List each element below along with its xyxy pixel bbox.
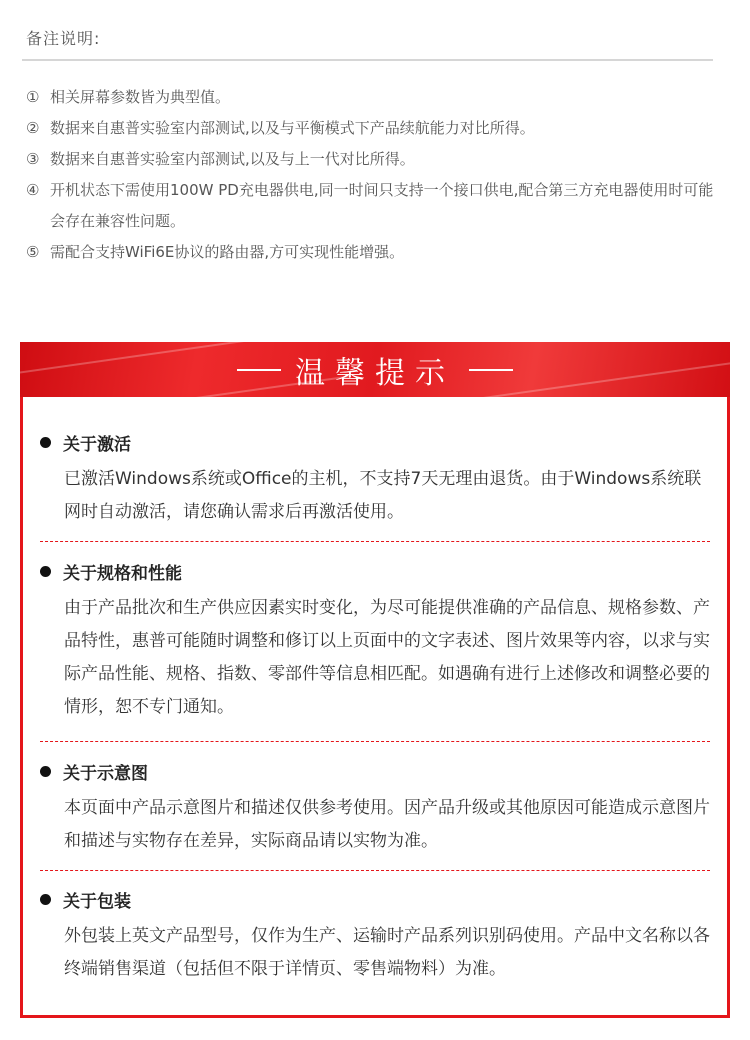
tips-title-text: 温馨提示 (295, 355, 455, 391)
section-heading (40, 558, 720, 584)
section-heading-text: 关于示意图 (63, 763, 148, 784)
section-heading-text: 关于规格和性能 (63, 563, 182, 584)
dashed-separator (40, 870, 710, 871)
section-heading (40, 758, 720, 784)
tips-section-specs (40, 558, 720, 724)
section-body: 外包装上英文产品型号，仅作为生产、运输时产品系列识别码使用。产品中文名称以各终端销售渠道（包括但不限于详情页、零售端物料）为准。 (64, 926, 710, 979)
dashed-separator (40, 541, 710, 542)
note-item (26, 237, 726, 268)
note-text: 开机状态下需使用100W PD充电器供电,同一时间只支持一个接口供电,配合第三方充电器使用时可能会存在兼容性问题。 (50, 181, 714, 230)
bullet-icon (40, 894, 51, 905)
notes-list (26, 82, 726, 268)
note-number: ① (26, 88, 40, 106)
notes-title: 备注说明: (26, 29, 101, 48)
tips-title (20, 342, 730, 397)
notes-divider (22, 59, 713, 61)
bullet-icon (40, 566, 51, 577)
note-text: 相关屏幕参数皆为典型值。 (50, 88, 231, 106)
section-heading-text: 关于激活 (63, 434, 131, 455)
note-number: ④ (26, 181, 40, 199)
note-item (26, 113, 726, 144)
tips-section-activation (40, 429, 720, 529)
note-text: 需配合支持WiFi6E协议的路由器,方可实现性能增强。 (50, 243, 405, 261)
note-text: 数据来自惠普实验室内部测试,以及与平衡模式下产品续航能力对比所得。 (50, 119, 535, 137)
note-number: ③ (26, 150, 40, 168)
note-text: 数据来自惠普实验室内部测试,以及与上一代对比所得。 (50, 150, 415, 168)
section-body: 由于产品批次和生产供应因素实时变化，为尽可能提供准确的产品信息、规格参数、产品特性，惠普可能随时调整和修订以上页面中的文字表述、图片效果等内容，以求与实际产品性能、规格、指数、零部件等信息相匹配。如遇确有进行上述修改和调整必要的情形，恕不专门通知。 (64, 598, 710, 717)
note-item (26, 82, 726, 113)
tips-section-illustration (40, 758, 720, 858)
section-heading (40, 429, 720, 455)
tips-header-banner (20, 342, 730, 397)
note-item (26, 175, 726, 237)
section-heading (40, 886, 720, 912)
section-body: 已激活Windows系统或Office的主机，不支持7天无理由退货。由于Windows系统联网时自动激活，请您确认需求后再激活使用。 (64, 469, 702, 522)
section-heading-text: 关于包装 (63, 891, 131, 912)
bullet-icon (40, 766, 51, 777)
title-dash-right (469, 369, 513, 371)
note-item (26, 144, 726, 175)
title-dash-left (237, 369, 281, 371)
section-body: 本页面中产品示意图片和描述仅供参考使用。因产品升级或其他原因可能造成示意图片和描述与实物存在差异，实际商品请以实物为准。 (64, 798, 710, 851)
bullet-icon (40, 437, 51, 448)
note-number: ⑤ (26, 243, 40, 261)
dashed-separator (40, 741, 710, 742)
tips-section-packaging (40, 886, 720, 986)
note-number: ② (26, 119, 40, 137)
